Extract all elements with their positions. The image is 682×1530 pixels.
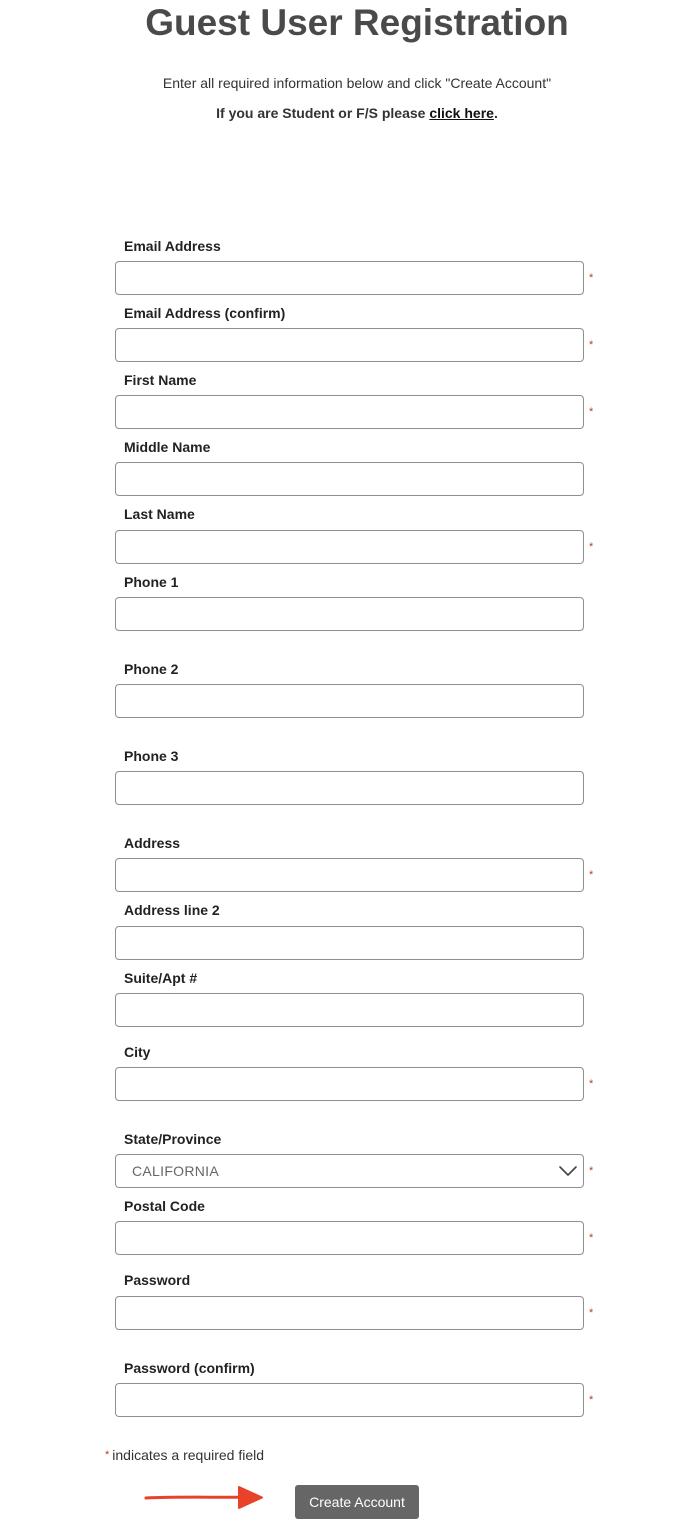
phone-3-field[interactable]	[115, 771, 584, 805]
suite-apt-field[interactable]	[115, 993, 584, 1027]
state-province-label: State/Province	[124, 1131, 222, 1147]
city-field[interactable]	[115, 1067, 584, 1101]
address-required-marker: *	[589, 869, 594, 881]
address-line-2-label: Address line 2	[124, 902, 220, 918]
student-notice	[0, 104, 682, 122]
phone-2-label: Phone 2	[124, 661, 179, 677]
footnote-text: indicates a required field	[112, 1447, 265, 1463]
password-required-marker: *	[589, 1307, 594, 1319]
postal-code-field[interactable]	[115, 1221, 584, 1255]
first-name-label: First Name	[124, 372, 197, 388]
footnote-required-marker: *	[105, 1449, 110, 1461]
student-click-here-link[interactable]: click here	[429, 105, 494, 121]
middle-name-field[interactable]	[115, 462, 584, 496]
student-notice-text: If you are Student or F/S please	[216, 105, 430, 121]
chevron-down-icon	[557, 1162, 579, 1180]
email-field[interactable]	[115, 261, 584, 295]
password-field[interactable]	[115, 1296, 584, 1330]
state-province-select[interactable]	[115, 1154, 584, 1188]
password-confirm-label: Password (confirm)	[124, 1360, 255, 1376]
suite-apt-label: Suite/Apt #	[124, 970, 198, 986]
last-name-required-marker: *	[589, 541, 594, 553]
password-confirm-required-marker: *	[589, 1394, 594, 1406]
first-name-required-marker: *	[589, 406, 594, 418]
password-confirm-field[interactable]	[115, 1383, 584, 1417]
postal-code-label: Postal Code	[124, 1198, 205, 1214]
page-title: Guest User Registration	[145, 2, 569, 43]
create-account-button[interactable]: Create Account	[295, 1485, 419, 1519]
required-footnote	[105, 1446, 264, 1464]
state-province-selected-value: CALIFORNIA	[132, 1163, 220, 1179]
address-label: Address	[124, 835, 181, 851]
email-required-marker: *	[589, 272, 594, 284]
last-name-field[interactable]	[115, 530, 584, 564]
city-label: City	[124, 1044, 151, 1060]
arrow-right-icon	[144, 1484, 266, 1512]
phone-1-field[interactable]	[115, 597, 584, 631]
first-name-field[interactable]	[115, 395, 584, 429]
last-name-label: Last Name	[124, 506, 195, 522]
email-confirm-label: Email Address (confirm)	[124, 305, 286, 321]
phone-2-field[interactable]	[115, 684, 584, 718]
password-label: Password	[124, 1272, 191, 1288]
phone-3-label: Phone 3	[124, 748, 179, 764]
state-province-required-marker: *	[589, 1165, 594, 1177]
address-line-2-field[interactable]	[115, 926, 584, 960]
email-confirm-field[interactable]	[115, 328, 584, 362]
postal-code-required-marker: *	[589, 1232, 594, 1244]
email-label: Email Address	[124, 238, 221, 254]
intro-text: Enter all required information below and click "Create Account"	[162, 75, 552, 91]
middle-name-label: Middle Name	[124, 439, 211, 455]
address-field[interactable]	[115, 858, 584, 892]
student-notice-period: .	[493, 105, 498, 121]
city-required-marker: *	[589, 1078, 594, 1090]
email-confirm-required-marker: *	[589, 339, 594, 351]
phone-1-label: Phone 1	[124, 574, 179, 590]
